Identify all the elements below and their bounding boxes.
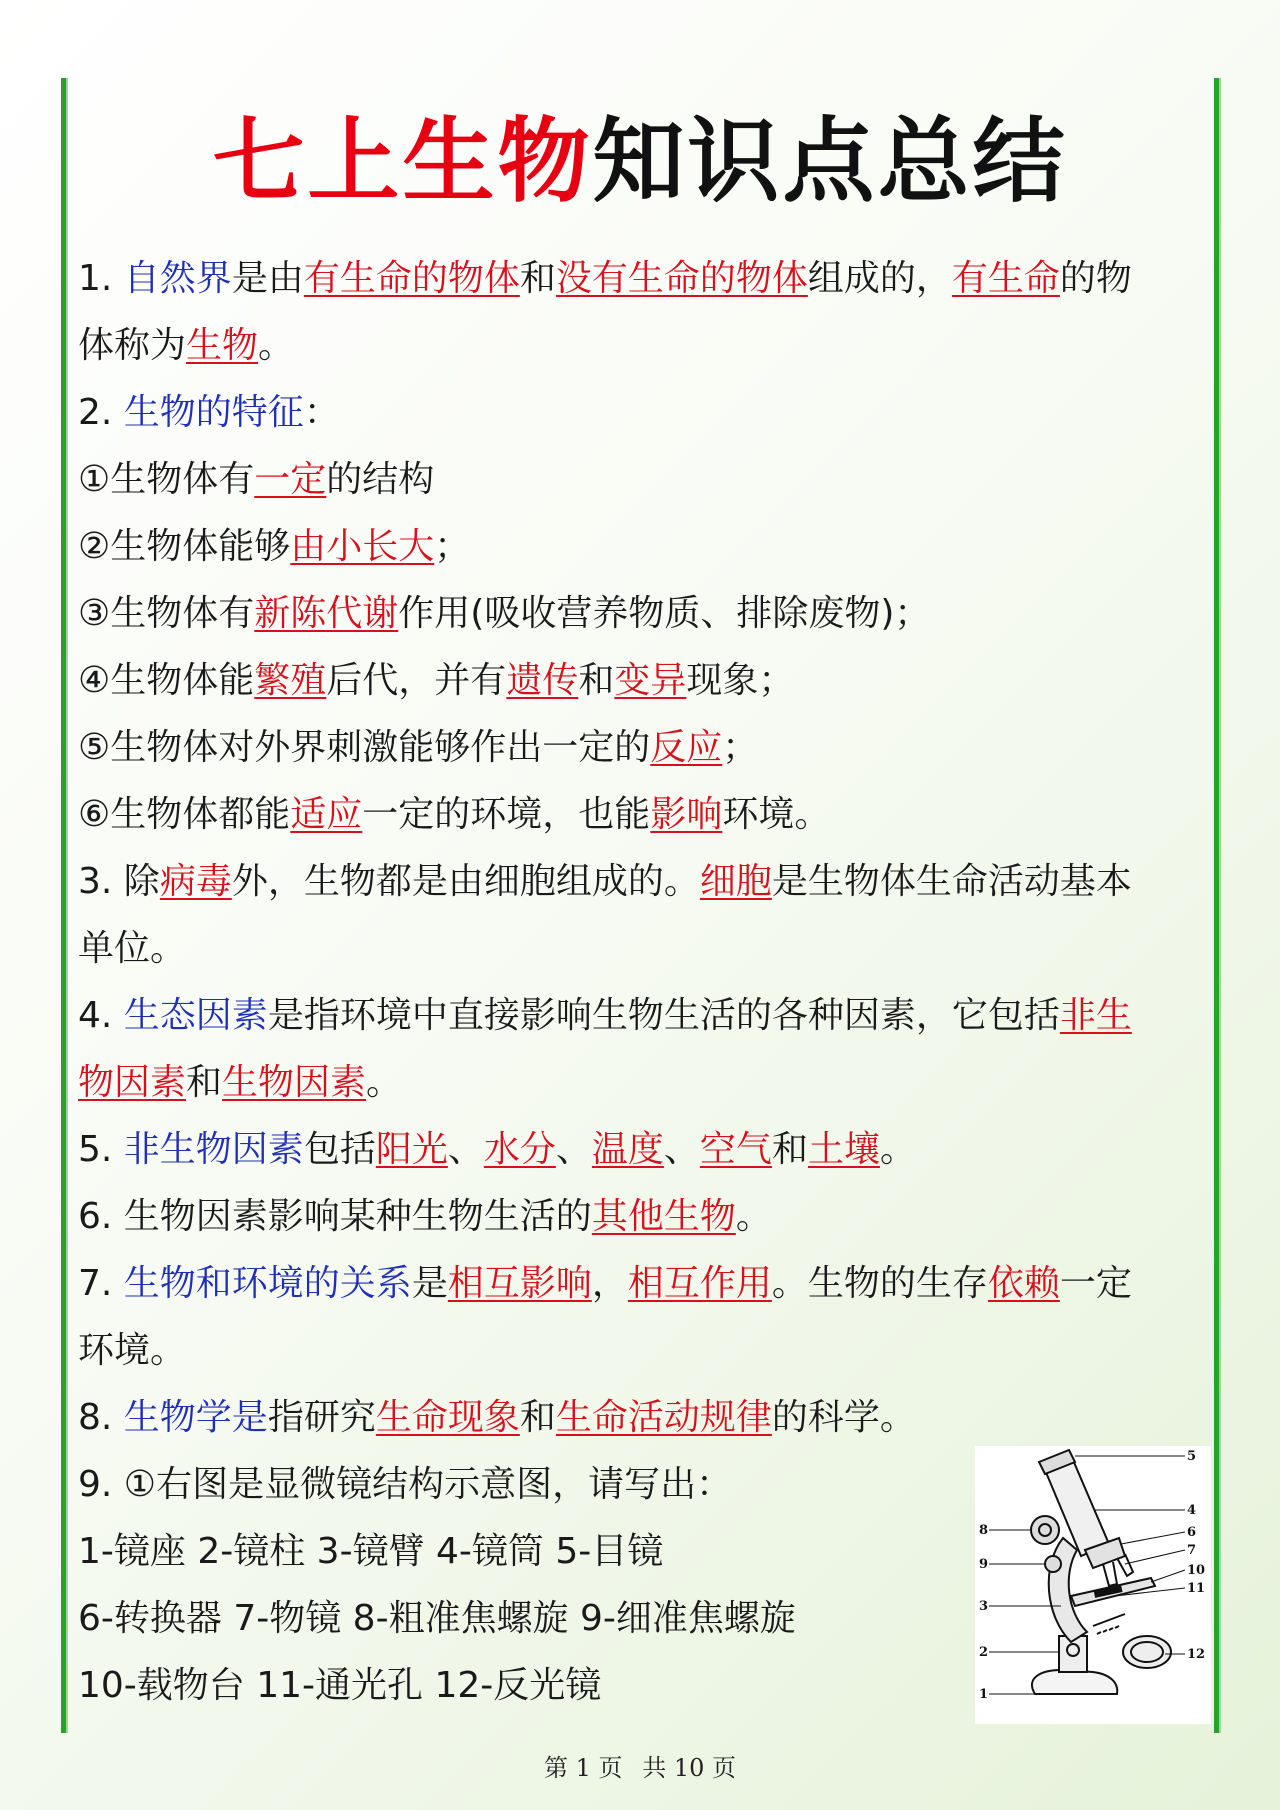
text: 组成的， xyxy=(807,258,952,299)
highlight: 病毒 xyxy=(159,861,232,902)
text: ： xyxy=(303,392,340,433)
point-9-line-1: 9. ①右图是显微镜结构示意图，请写出： xyxy=(78,1464,733,1505)
text: 体称为 xyxy=(78,325,187,366)
point-number: 7. xyxy=(78,1263,124,1304)
highlight: 生命活动规律 xyxy=(555,1397,772,1438)
text: ①生物体有 xyxy=(78,459,255,500)
label-8: 8 xyxy=(979,1523,989,1538)
text: 和 xyxy=(771,1129,808,1170)
highlight: 空气 xyxy=(699,1129,772,1170)
label-12: 12 xyxy=(1187,1647,1206,1662)
highlight: 一定 xyxy=(254,459,327,500)
text: 生物因素影响某种生物生活的 xyxy=(123,1196,592,1237)
text: 和 xyxy=(578,660,615,701)
point-8 xyxy=(78,1384,1208,1451)
keyword: 生物学是 xyxy=(123,1397,268,1438)
highlight: 繁殖 xyxy=(254,660,327,701)
point-number: 5. xyxy=(78,1129,124,1170)
highlight: 阳光 xyxy=(375,1129,448,1170)
text: ③生物体有 xyxy=(78,593,255,634)
highlight: 相互影响 xyxy=(447,1263,592,1304)
keyword: 生物和环境的关系 xyxy=(123,1263,412,1304)
text: 后代，并有 xyxy=(326,660,507,701)
highlight: 生物因素 xyxy=(222,1062,367,1103)
text: 。 xyxy=(735,1196,772,1237)
point-number: 6. xyxy=(78,1196,124,1237)
text: 外，生物都是由细胞组成的。 xyxy=(231,861,700,902)
text: 。 xyxy=(258,325,295,366)
highlight: 变异 xyxy=(614,660,687,701)
feature-4 xyxy=(78,647,1208,714)
point-1-line-1 xyxy=(78,245,1208,312)
page-total: 共 10 页 xyxy=(642,1754,736,1782)
point-4-line-1 xyxy=(78,982,1208,1049)
highlight: 其他生物 xyxy=(591,1196,736,1237)
keyword: 非生物因素 xyxy=(123,1129,304,1170)
highlight: 温度 xyxy=(591,1129,664,1170)
point-number: 4. xyxy=(78,995,124,1036)
text: 包括 xyxy=(303,1129,376,1170)
text: ②生物体能够 xyxy=(78,526,291,567)
point-1-line-2 xyxy=(78,312,1208,379)
highlight: 影响 xyxy=(650,794,723,835)
text: 是 xyxy=(411,1263,448,1304)
microscope-diagram xyxy=(975,1446,1211,1724)
keyword: 自然界 xyxy=(123,258,232,299)
feature-1 xyxy=(78,446,1208,513)
text: 的结构 xyxy=(326,459,435,500)
text: 指研究 xyxy=(267,1397,376,1438)
highlight: 有生命 xyxy=(951,258,1060,299)
highlight: 非生 xyxy=(1059,995,1132,1036)
point-5 xyxy=(78,1116,1208,1183)
label-4: 4 xyxy=(1187,1503,1197,1518)
point-number: 2. xyxy=(78,392,124,433)
right-border xyxy=(1214,78,1219,1733)
label-5: 5 xyxy=(1187,1449,1197,1464)
point-3-line-1 xyxy=(78,848,1208,915)
label-6: 6 xyxy=(1187,1525,1197,1540)
point-9-line-3: 6-转换器 7-物镜 8-粗准焦螺旋 9-细准焦螺旋 xyxy=(78,1598,796,1639)
text: 单位。 xyxy=(78,928,187,969)
point-4-line-2 xyxy=(78,1049,1208,1116)
page-number: 第 1 页 xyxy=(544,1754,623,1782)
highlight: 遗传 xyxy=(506,660,579,701)
text: 是生物体生命活动基本 xyxy=(771,861,1132,902)
text: 环境。 xyxy=(78,1330,187,1371)
highlight: 生物 xyxy=(186,325,259,366)
highlight: 反应 xyxy=(650,727,723,768)
point-3-line-2 xyxy=(78,915,1208,982)
text: ⑥生物体都能 xyxy=(78,794,291,835)
text: ； xyxy=(722,727,759,768)
point-9-line-4: 10-载物台 11-通光孔 12-反光镜 xyxy=(78,1665,602,1706)
label-7: 7 xyxy=(1187,1543,1197,1558)
highlight: 水分 xyxy=(483,1129,556,1170)
highlight: 有生命的物体 xyxy=(303,258,520,299)
point-2 xyxy=(78,379,1208,446)
highlight: 生命现象 xyxy=(375,1397,520,1438)
feature-6 xyxy=(78,781,1208,848)
text: ； xyxy=(434,526,471,567)
highlight: 相互作用 xyxy=(627,1263,772,1304)
highlight: 物因素 xyxy=(78,1062,187,1103)
text: 是指环境中直接影响生物生活的各种因素，它包括 xyxy=(267,995,1060,1036)
point-7-line-1 xyxy=(78,1250,1208,1317)
text: 是由 xyxy=(231,258,304,299)
text: 。生物的生存 xyxy=(771,1263,988,1304)
label-2: 2 xyxy=(979,1645,989,1660)
left-border xyxy=(61,78,66,1733)
text: 的科学。 xyxy=(771,1397,916,1438)
page-footer xyxy=(0,1748,1280,1783)
text: 和 xyxy=(186,1062,223,1103)
text: 一定 xyxy=(1059,1263,1132,1304)
text: ， xyxy=(591,1263,628,1304)
point-number: 3. xyxy=(78,861,124,902)
text: ④生物体能 xyxy=(78,660,255,701)
label-9: 9 xyxy=(979,1557,989,1572)
feature-2 xyxy=(78,513,1208,580)
page-title xyxy=(0,102,1280,222)
highlight: 细胞 xyxy=(699,861,772,902)
text: 、 xyxy=(555,1129,592,1170)
point-number: 8. xyxy=(78,1397,124,1438)
keyword: 生物的特征 xyxy=(123,392,304,433)
feature-5 xyxy=(78,714,1208,781)
text: 、 xyxy=(663,1129,700,1170)
point-9-line-2: 1-镜座 2-镜柱 3-镜臂 4-镜筒 5-目镜 xyxy=(78,1531,664,1572)
text: 环境。 xyxy=(722,794,831,835)
highlight: 土壤 xyxy=(807,1129,880,1170)
highlight: 没有生命的物体 xyxy=(555,258,808,299)
title-red: 七上生物 xyxy=(212,108,593,215)
label-11: 11 xyxy=(1187,1581,1206,1596)
text: 、 xyxy=(447,1129,484,1170)
point-6 xyxy=(78,1183,1208,1250)
text: 。 xyxy=(366,1062,403,1103)
text: ⑤生物体对外界刺激能够作出一定的 xyxy=(78,727,651,768)
text: 作用(吸收营养物质、排除废物)； xyxy=(398,593,931,634)
text: 现象； xyxy=(686,660,795,701)
text: 和 xyxy=(519,258,556,299)
label-1: 1 xyxy=(979,1687,989,1702)
highlight: 新陈代谢 xyxy=(254,593,399,634)
highlight: 适应 xyxy=(290,794,363,835)
highlight: 依赖 xyxy=(987,1263,1060,1304)
title-black: 知识点总结 xyxy=(592,108,1068,215)
text: 的物 xyxy=(1059,258,1132,299)
text: 除 xyxy=(123,861,160,902)
keyword: 生态因素 xyxy=(123,995,268,1036)
text: 和 xyxy=(519,1397,556,1438)
point-7-line-2 xyxy=(78,1317,1208,1384)
text: 一定的环境，也能 xyxy=(362,794,651,835)
feature-3 xyxy=(78,580,1208,647)
highlight: 由小长大 xyxy=(290,526,435,567)
label-10: 10 xyxy=(1187,1563,1206,1578)
point-number: 1. xyxy=(78,258,124,299)
text: 。 xyxy=(879,1129,916,1170)
label-3: 3 xyxy=(979,1599,989,1614)
